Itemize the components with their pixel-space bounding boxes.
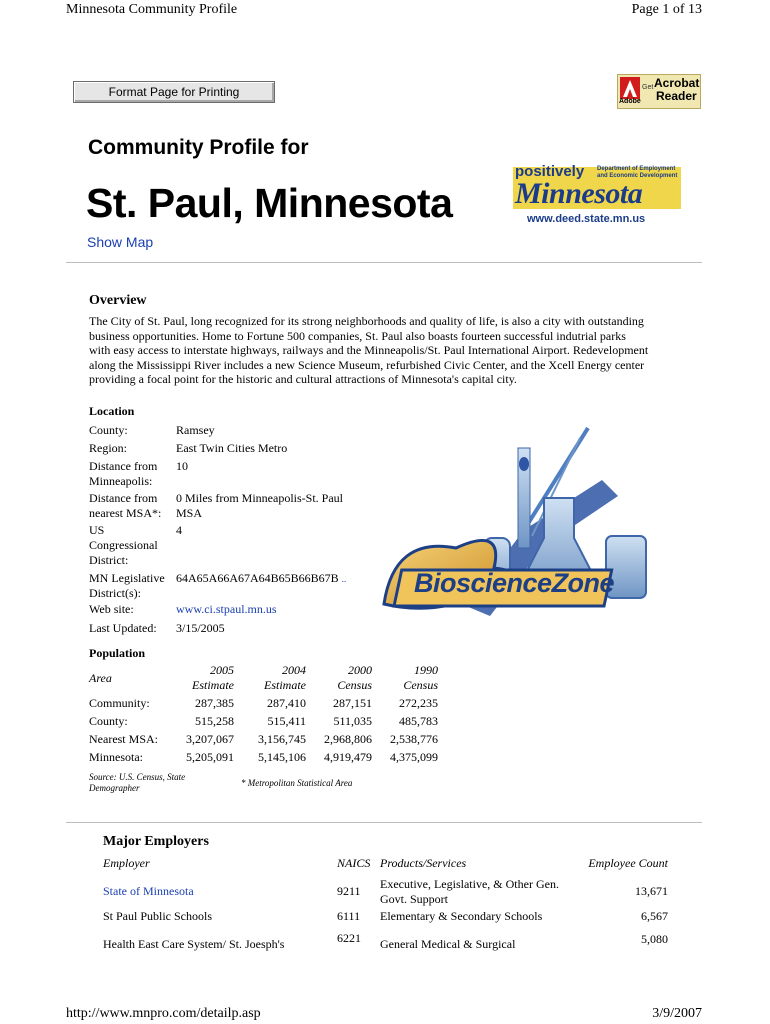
get-acrobat-reader-link[interactable]	[617, 74, 701, 109]
column-year: 2005	[210, 663, 234, 677]
products-column-header: Products/Services	[380, 856, 467, 870]
pop-cell: 287,385	[195, 696, 234, 710]
employer-count: 6,567	[641, 909, 668, 923]
deed-logo[interactable]	[511, 163, 685, 227]
adobe-logo-icon	[620, 77, 640, 99]
pop-cell: 5,205,091	[186, 750, 234, 764]
population-heading: Population	[89, 646, 146, 660]
employer-products: Elementary & Secondary Schools	[380, 909, 543, 923]
pop-row-label: Nearest MSA:	[89, 732, 158, 746]
county-value: Ramsey	[176, 423, 215, 437]
employer-count: 5,080	[641, 932, 668, 946]
region-value: East Twin Cities Metro	[176, 441, 288, 455]
page-footer-url: http://www.mnpro.com/detailp.asp	[66, 1006, 261, 1021]
pop-col-header-2000	[322, 663, 372, 693]
cong-label-line: US	[89, 523, 105, 537]
legislative-district-codes: 64A65A66A67A64B65B66B67B	[176, 571, 339, 585]
employer-count: 13,671	[635, 884, 668, 898]
bioscience-zone-logo	[374, 418, 670, 624]
bioscience-zone-text: BioscienceZone	[414, 568, 615, 598]
msa-label-line: nearest MSA*:	[89, 506, 162, 520]
employer-naics: 6111	[337, 909, 361, 923]
overview-line: with easy access to interstate highways, railways and the Minneapolis/St. Paul International Airport. Redevelopment	[89, 343, 649, 357]
employer-products	[380, 877, 559, 907]
employer-naics: 9211	[337, 884, 361, 898]
distance-label	[89, 459, 157, 489]
pop-row-label: Community:	[89, 696, 150, 710]
pop-cell: 287,151	[333, 696, 372, 710]
column-year: 2000	[348, 663, 372, 677]
column-kind: Census	[403, 678, 438, 692]
distance-value: 10	[176, 459, 188, 473]
source-line: Demographer	[89, 783, 140, 793]
pop-col-header-2005	[184, 663, 234, 693]
website-link[interactable]: www.ci.stpaul.mn.us	[176, 602, 277, 616]
region-label: Region:	[89, 441, 127, 455]
pop-cell: 272,235	[399, 696, 438, 710]
column-year: 2004	[282, 663, 306, 677]
pop-col-header-2004	[256, 663, 306, 693]
pop-cell: 5,145,106	[258, 750, 306, 764]
msa-footnote: * Metropolitan Statistical Area	[241, 778, 353, 788]
legislative-district-value	[176, 571, 346, 587]
employer-name: St Paul Public Schools	[103, 909, 213, 923]
employee-count-column-header: Employee Count	[588, 856, 668, 870]
website-label: Web site:	[89, 602, 134, 616]
last-updated-value: 3/15/2005	[176, 621, 225, 635]
congressional-district-value: 4	[176, 523, 182, 537]
format-page-for-printing-button[interactable]: Format Page for Printing	[73, 81, 275, 103]
employer-naics: 6221	[337, 931, 361, 945]
cong-label-line: Congressional	[89, 538, 158, 552]
positively-text: positively	[515, 163, 585, 180]
msa-value-line: 0 Miles from Minneapolis-St. Paul	[176, 491, 343, 505]
overview-line: The City of St. Paul, long recognized for its strong neighborhoods and quality of life, is also a city with outstanding	[89, 314, 644, 328]
congressional-district-label	[89, 523, 158, 568]
pop-cell: 4,375,099	[390, 750, 438, 764]
page-footer-date: 3/9/2007	[652, 1006, 702, 1021]
pop-col-header-1990	[388, 663, 438, 693]
divider	[66, 822, 702, 823]
employer-column-header: Employer	[103, 856, 150, 870]
column-kind: Estimate	[264, 678, 306, 692]
pop-cell: 3,207,067	[186, 732, 234, 746]
column-kind: Estimate	[192, 678, 234, 692]
pop-cell: 287,410	[267, 696, 306, 710]
leg-label-line: District(s):	[89, 586, 141, 600]
naics-column-header: NAICS	[337, 856, 371, 870]
msa-value-line: MSA	[176, 506, 203, 520]
msa-label-line: Distance from	[89, 491, 158, 505]
deed-dept-line2: and Economic Development	[597, 173, 678, 179]
population-source-note	[89, 772, 185, 794]
pop-cell: 515,411	[267, 714, 306, 728]
column-year: 1990	[414, 663, 438, 677]
column-kind: Census	[337, 678, 372, 692]
pop-cell: 511,035	[333, 714, 372, 728]
distance-label-line: Distance from	[89, 459, 158, 473]
employer-name: Health East Care System/ St. Joesph's	[103, 937, 285, 951]
leg-label-line: MN Legislative	[89, 571, 165, 585]
pop-row-label: Minnesota:	[89, 750, 143, 764]
source-line: Source: U.S. Census, State	[89, 772, 186, 782]
major-employers-heading: Major Employers	[103, 834, 209, 849]
nearest-msa-value	[176, 491, 343, 521]
overview-line: along the Mississippi River includes a new Science Museum, refurbished Civic Center, and the Xcell Energy center	[89, 357, 645, 372]
deed-url-text: www.deed.state.mn.us	[527, 213, 646, 225]
profile-subtitle: Community Profile for	[88, 136, 309, 159]
overview-text	[89, 314, 699, 387]
overview-line: business opportunities. Home to Fortune 500 companies, St. Paul also boasts fourteen successful indutrial parks	[89, 328, 626, 343]
page-title: St. Paul, Minnesota	[86, 180, 453, 226]
page-header-right: Page 1 of 13	[631, 2, 702, 17]
employer-products: General Medical & Surgical	[380, 937, 516, 951]
employer-name-link[interactable]: State of Minnesota	[103, 884, 194, 898]
products-line: Executive, Legislative, & Other Gen.	[380, 877, 559, 891]
pop-cell: 2,968,806	[324, 732, 372, 746]
get-text: Get	[642, 84, 654, 91]
divider	[66, 262, 702, 263]
distance-label-line: Minneapolis:	[89, 474, 153, 488]
page-header-left: Minnesota Community Profile	[66, 2, 238, 17]
legislative-district-label	[89, 571, 165, 601]
last-updated-label: Last Updated:	[89, 621, 157, 635]
show-map-link[interactable]: Show Map	[87, 234, 154, 250]
pop-cell: 3,156,745	[258, 732, 306, 746]
nearest-msa-label	[89, 491, 161, 521]
overview-heading: Overview	[89, 293, 147, 308]
area-column-header: Area	[89, 671, 112, 685]
pop-cell: 515,258	[195, 714, 234, 728]
pop-cell: 4,919,479	[324, 750, 372, 764]
overview-line: providing a focal point for the historic and cultural attractions of Minnesota's capital city.	[89, 372, 517, 386]
pop-row-label: County:	[89, 714, 128, 728]
pop-cell: 2,538,776	[390, 732, 438, 746]
minnesota-text: Minnesota	[515, 177, 643, 210]
pop-cell: 485,783	[399, 714, 438, 728]
location-heading: Location	[89, 404, 135, 418]
reader-text: Reader	[656, 89, 697, 103]
acrobat-text: Acrobat	[654, 76, 700, 90]
products-line: Govt. Support	[380, 892, 449, 906]
county-label: County:	[89, 423, 128, 437]
adobe-brand-text: Adobe	[619, 98, 641, 105]
deed-dept-line1: Department of Employment	[597, 166, 676, 172]
legislative-more-link[interactable]: ..	[341, 574, 347, 584]
cong-label-line: District:	[89, 553, 129, 567]
